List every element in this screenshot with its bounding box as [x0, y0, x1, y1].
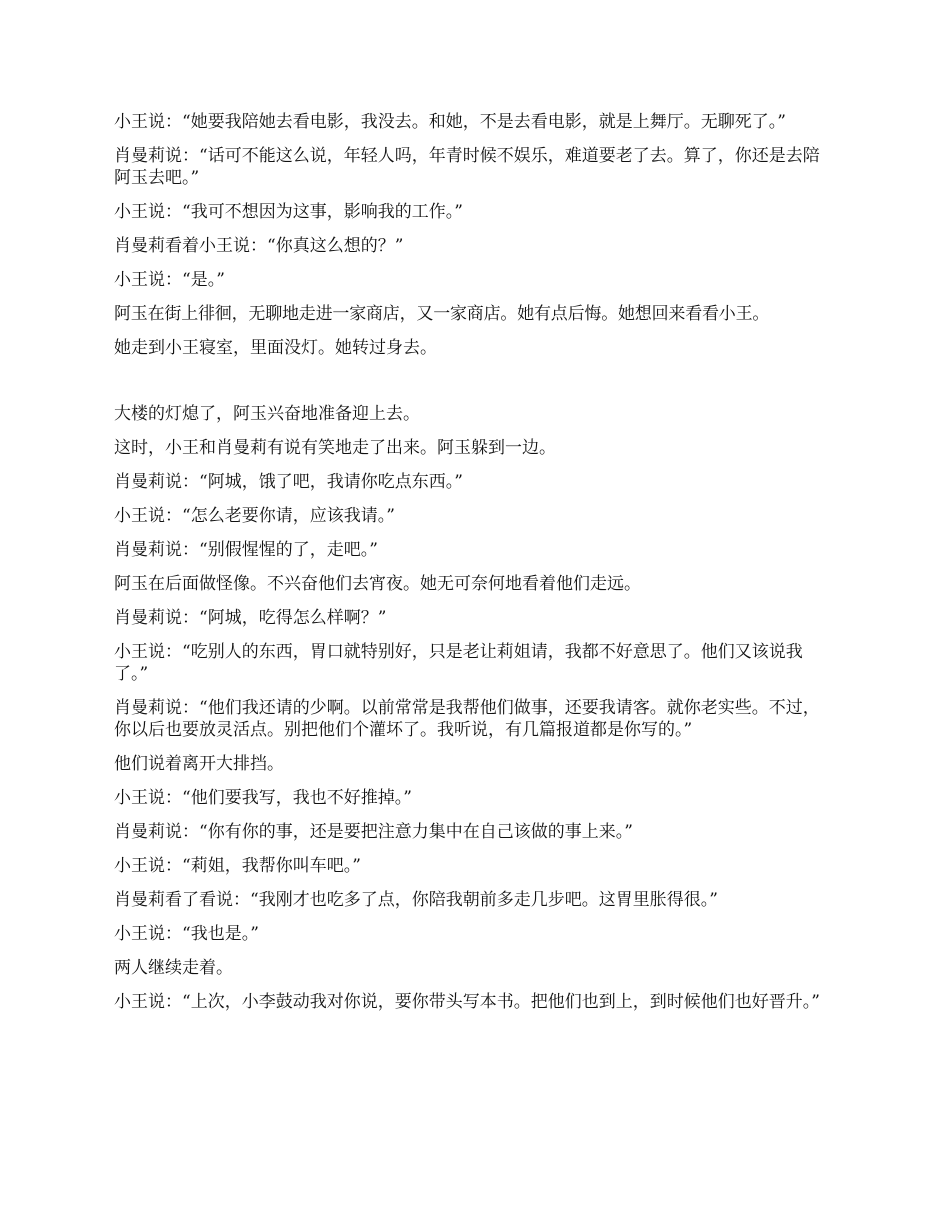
- paragraph: 阿玉在街上徘徊，无聊地走进一家商店，又一家商店。她有点后悔。她想回来看看小王。: [114, 304, 770, 324]
- paragraph: 小王说：“莉姐，我帮你叫车吧。”: [114, 856, 361, 876]
- paragraph: 小王说：“是。”: [114, 270, 225, 290]
- paragraph: 肖曼莉说：“阿城，饿了吧，我请你吃点东西。”: [114, 472, 463, 492]
- paragraph: 大楼的灯熄了，阿玉兴奋地准备迎上去。: [114, 404, 420, 424]
- paragraph: 他们说着离开大排挡。: [114, 754, 284, 774]
- paragraph: 小王说：“怎么老要你请，应该我请。”: [114, 506, 395, 526]
- paragraph: 肖曼莉说：“阿城，吃得怎么样啊？”: [114, 608, 387, 628]
- paragraph: 小王说：“她要我陪她去看电影，我没去。和她，不是去看电影，就是上舞厅。无聊死了。”: [114, 112, 786, 132]
- paragraph: 小王说：“他们要我写，我也不好推掉。”: [114, 788, 412, 808]
- paragraph: 小王说：“我也是。”: [114, 924, 259, 944]
- document-body: [114, 111, 834, 1025]
- paragraph: 肖曼莉看着小王说：“你真这么想的？”: [114, 236, 404, 256]
- paragraph: 肖曼莉说：“他们我还请的少啊。以前常常是我帮他们做事，还要我请客。就你老实些。不过，你以后也要放灵活点。别把他们个灌坏了。我听说，有几篇报道都是你写的。”: [114, 698, 820, 740]
- paragraph: 她走到小王寝室，里面没灯。她转过身去。: [114, 338, 437, 358]
- paragraph: 这时，小王和肖曼莉有说有笑地走了出来。阿玉躲到一边。: [114, 438, 556, 458]
- section-break: [114, 371, 834, 403]
- paragraph: 肖曼莉看了看说：“我刚才也吃多了点，你陪我朝前多走几步吧。这胃里胀得很。”: [114, 890, 718, 910]
- paragraph: 小王说：“我可不想因为这事，影响我的工作。”: [114, 202, 463, 222]
- paragraph: 阿玉在后面做怪像。不兴奋他们去宵夜。她无可奈何地看着他们走远。: [114, 574, 641, 594]
- paragraph: 两人继续走着。: [114, 958, 233, 978]
- paragraph: 肖曼莉说：“别假惺惺的了，走吧。”: [114, 540, 378, 560]
- paragraph: 小王说：“上次，小李鼓动我对你说，要你带头写本书。把他们也到上，到时候他们也好晋升。”: [114, 992, 820, 1012]
- paragraph: 肖曼莉说：“你有你的事，还是要把注意力集中在自己该做的事上来。”: [114, 822, 633, 842]
- paragraph: 小王说：“吃别人的东西，胃口就特别好，只是老让莉姐请，我都不好意思了。他们又该说我了。”: [114, 642, 803, 684]
- paragraph: 肖曼莉说：“话可不能这么说，年轻人吗，年青时候不娱乐，难道要老了去。算了，你还是去陪阿玉去吧。”: [114, 146, 820, 188]
